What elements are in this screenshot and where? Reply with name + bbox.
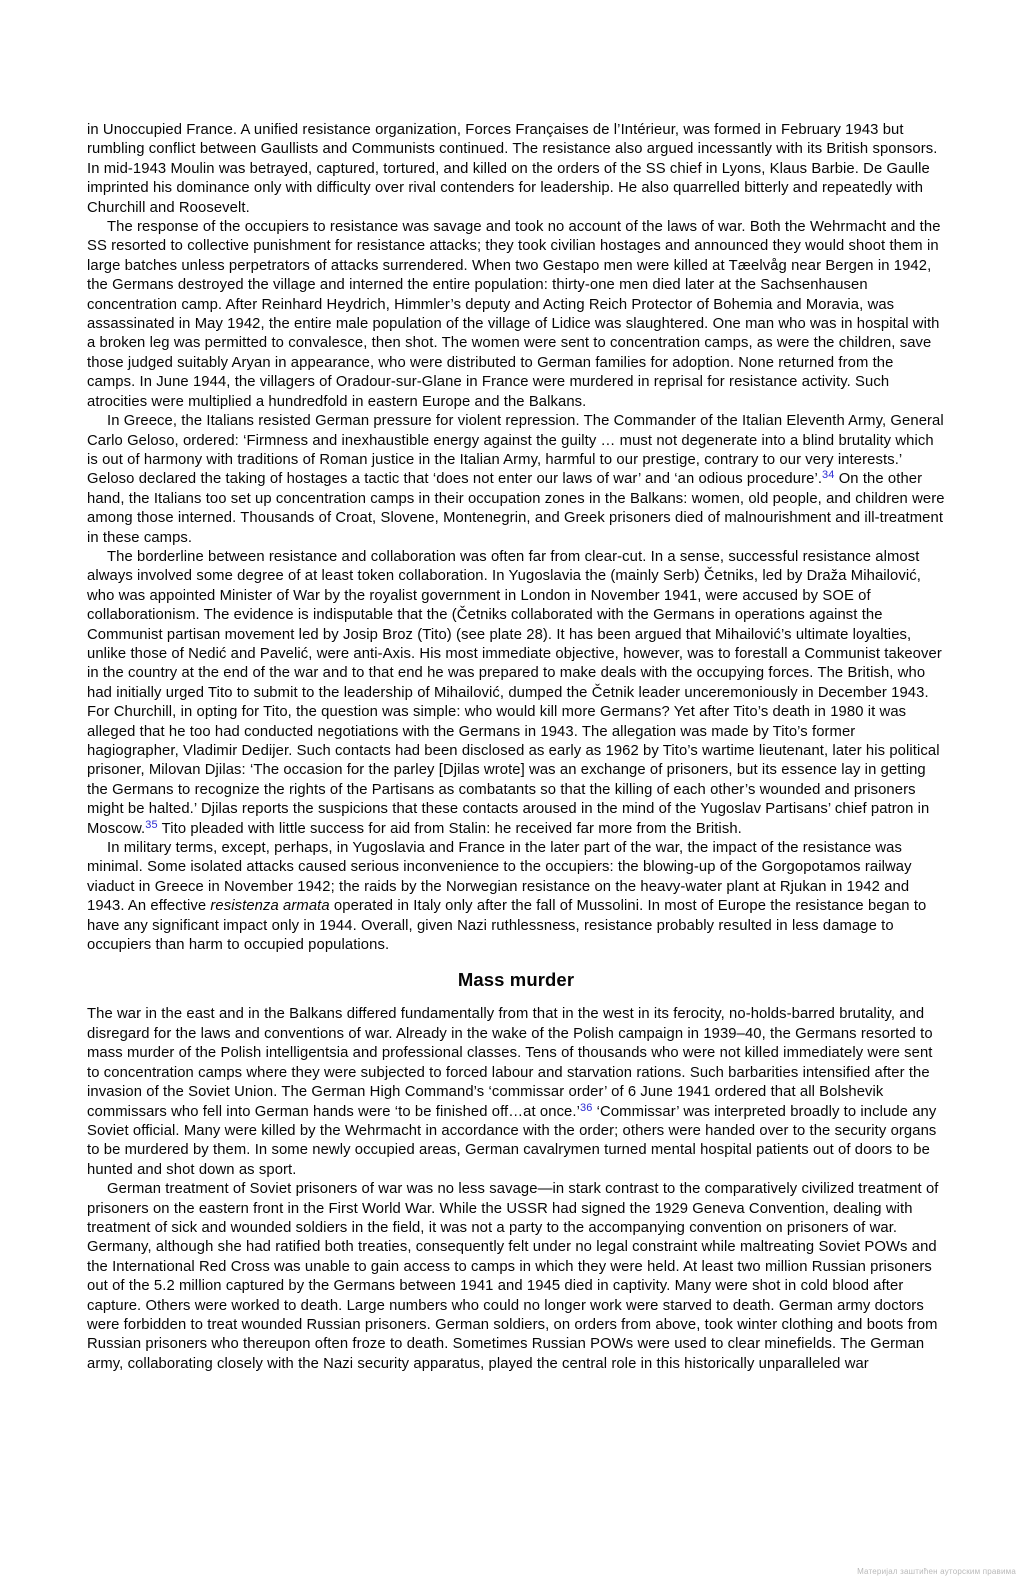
text-run: On the other hand, the Italians too set up concentration camps in their occupation zones in the Balkans: women, old people, and children were among those interned. Thousands of Croat, Slovene, Montenegrin, and Greek prisoners died of malnourishment and ill-treatment in these camps. bbox=[87, 471, 945, 546]
paragraph bbox=[87, 121, 945, 218]
footnote-link[interactable]: 36 bbox=[580, 1101, 593, 1114]
text-run: The war in the east and in the Balkans differed fundamentally from that in the west in its ferocity, no-holds-barred brutality, and disregard for the laws and conventions of war. Already in the wake of the Polish campaign in 1939–40, the Germans resorted to mass murder of the Polish intelligentsia and professional classes. Tens of thousands who were not killed immediately were sent to concentration camps where they were subjected to forced labour and starvation rations. Such barbarities intensified after the invasion of the Soviet Union. The German High Command’s ‘commissar order’ of 6 June 1941 ordered that all Bolshevik commissars who fell into German hands were ‘to be finished off…at once.’ bbox=[87, 1006, 933, 1120]
text-run: German treatment of Soviet prisoners of war was no less savage—in stark contrast to the comparatively civilized treatment of prisoners on the eastern front in the First World War. While the USSR had signed the 1929 Geneva Convention, dealing with treatment of sick and wounded soldiers in the field, it was not a party to the accompanying convention on prisoners of war. Germany, although she had ratified both treaties, consequently felt under no legal constraint while maltreating Soviet POWs and the International Red Cross was unable to gain access to camps in which they were held. At least two million Russian prisoners out of the 5.2 million captured by the Germans between 1941 and 1945 died in captivity. Many were shot in cold blood after capture. Others were worked to death. Large numbers who could no longer work were starved to death. German army doctors were forbidden to treat wounded Russian prisoners. German soldiers, on orders from above, took winter clothing and boots from Russian prisoners who thereupon often froze to death. Sometimes Russian POWs were used to clear minefields. The German army, collaborating closely with the Nazi security apparatus, played the central role in this historically unparalleled war bbox=[87, 1181, 939, 1372]
text-run: In Greece, the Italians resisted German pressure for violent repression. The Commander of the Italian Eleventh Army, General Carlo Geloso, ordered: ‘Firmness and inexhaustible energy against the guilty … must not degenerate into a blind brutality which is out of harmony with traditions of Roman justice in the Italian Army, harmful to our prestige, contrary to our very interests.’ Geloso declared the taking of hostages a tactic that ‘does not enter our laws of war’ and ‘an odious procedure’. bbox=[87, 413, 944, 488]
text-run: In military terms, except, perhaps, in Yugoslavia and France in the later part of the war, the impact of the resistance was minimal. Some isolated attacks caused serious inconvenience to the occupiers: the blowing-up of the Gorgopotamos railway viaduct in Greece in November 1942; the raids by the Norwegian resistance on the heavy-water plant at Rjukan in 1942 and 1943. An effective bbox=[87, 840, 912, 915]
text-run: The borderline between resistance and collaboration was often far from clear-cut. In a sense, successful resistance almost always involved some degree of at least token collaboration. In Yugoslavia the (mainly Serb) Četniks, led by Draža Mihailović, who was appointed Minister of War by the royalist government in London in November 1941, were accused by SOE of collaborationism. The evidence is indisputable that the (Četniks collaborated with the Germans in operations against the Communist partisan movement led by Josip Broz (Tito) (see plate 28). It has been argued that Mihailović’s ultimate loyalties, unlike those of Nedić and Pavelić, were anti-Axis. His most immediate objective, however, was to forestall a Communist takeover in the country at the end of the war and to that end he was prepared to make deals with the occupying forces. The British, who had initially urged Tito to submit to the leadership of Mihailović, dumped the Četnik leader unceremoniously in December 1943. For Churchill, in opting for Tito, the question was simple: who would kill more Germans? Yet after Tito’s death in 1980 it was alleged that he too had conducted negotiations with the Germans in 1943. The allegation was made by Tito’s former hagiographer, Vladimir Dedijer. Such contacts had been disclosed as early as 1962 by Tito’s wartime lieutenant, later his political prisoner, Milovan Djilas: ‘The occasion for the parley [Djilas wrote] was an exchange of prisoners, but its essence lay in getting the Germans to recognize the rights of the Partisans as combatants so that the killing of each other’s wounded and prisoners might be halted.’ Djilas reports the suspicions that these contacts aroused in the mind of the Yugoslav Partisans’ chief patron in Moscow. bbox=[87, 548, 942, 837]
paragraph bbox=[87, 1005, 945, 1180]
text-run: in Unoccupied France. A unified resistance organization, Forces Françaises de l’Intérieur, was formed in February 1943 but rumbling conflict between Gaullists and Communists continued. The resistance also argued incessantly with its British sponsors. In mid-1943 Moulin was betrayed, captured, tortured, and killed on the orders of the SS chief in Lyons, Klaus Barbie. De Gaulle imprinted his dominance only with difficulty over rival contenders for leadership. He also quarrelled bitterly and repeatedly with Churchill and Roosevelt. bbox=[87, 122, 938, 216]
paragraph bbox=[87, 1180, 945, 1374]
text-run: operated in Italy only after the fall of Mussolini. In most of Europe the resistance began to have any significant impact only in 1944. Overall, given Nazi ruthlessness, resistance probably resulted in less damage to occupiers than harm to occupied populations. bbox=[87, 898, 927, 954]
paragraph bbox=[87, 412, 945, 548]
section-heading: Mass murder bbox=[457, 969, 575, 991]
text-run: Tito pleaded with little success for aid from Stalin: he received far more from the British. bbox=[157, 820, 742, 837]
paragraph bbox=[87, 839, 945, 955]
text-run: The response of the occupiers to resistance was savage and took no account of the laws of war. Both the Wehrmacht and the SS resorted to collective punishment for resistance attacks; they took civilian hostages and announced they would shoot them in large batches unless perpetrators of attacks surrendered. When two Gestapo men were killed at Tæelvåg near Bergen in 1942, the Germans destroyed the village and interned the entire population: thirty-one men died later at the Sachsenhausen concentration camp. After Reinhard Heydrich, Himmler’s deputy and Acting Reich Protector of Bohemia and Moravia, was assassinated in May 1942, the entire male population of the village of Lidice was slaughtered. One man who was in hospital with a broken leg was permitted to convalesce, then shot. The women were sent to concentration camps, as were the children, save those judged suitably Aryan in appearance, who were distributed to German families for adoption. None returned from the camps. In June 1944, the villagers of Oradour-sur-Glane in France were murdered in reprisal for resistance activity. Such atrocities were multiplied a hundredfold in eastern Europe and the Balkans. bbox=[87, 219, 941, 410]
copyright-watermark: Материјал заштићен ауторским правима bbox=[857, 1567, 1016, 1576]
paragraph bbox=[87, 548, 945, 839]
text-run: ‘Commissar’ was interpreted broadly to include any Soviet official. Many were killed by the Wehrmacht in accordance with the order; others were handed over to the security organs to be murdered by them. In some newly occupied areas, German cavalrymen turned mental hospital patients out of doors to be hunted and shot down as sport. bbox=[87, 1103, 937, 1178]
footnote-link[interactable]: 34 bbox=[822, 469, 835, 482]
book-page-text bbox=[87, 121, 945, 1374]
italic-text: resistenza armata bbox=[210, 898, 330, 915]
footnote-link[interactable]: 35 bbox=[145, 818, 158, 831]
paragraph bbox=[87, 218, 945, 412]
